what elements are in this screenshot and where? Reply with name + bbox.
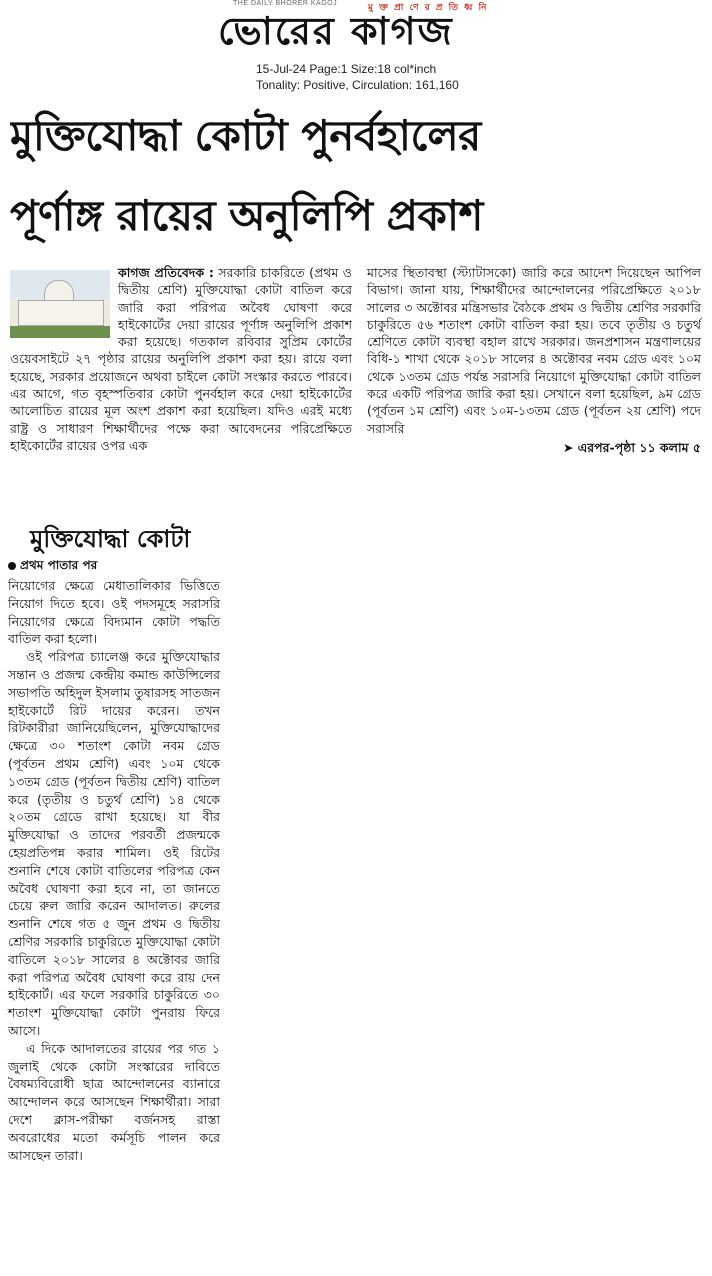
masthead: [0, 0, 712, 104]
supreme-court-photo: [10, 270, 110, 338]
lawn-image: [10, 326, 110, 338]
newspaper-logo: ভোরের কাগজ: [218, 9, 454, 53]
clipping-meta-date-size: 15-Jul-24 Page:1 Size:18 col*inch: [256, 62, 437, 76]
court-dome-image: [44, 280, 74, 302]
court-building-image: [18, 300, 104, 326]
continued-from-line: [8, 557, 97, 577]
headline-line-2: পূর্ণাঙ্গ রায়ের অনুলিপি প্রকাশ: [10, 191, 483, 240]
continuation-paragraph: ওই পরিপত্র চ্যালেঞ্জ করে মুক্তিযোদ্ধার সন্তান ও প্রজন্ম কেন্দ্রীয় কমান্ড কাউন্সিলের সভাপতি অহিদুল ইসলাম তুষারসহ সাতজন হাইকোর্টে রিট দায়ের করেন। তখন রিটকারীরা জানিয়েছিলেন, মুক্তিযোদ্ধাদের ক্ষেত্রে ৩০ শতাংশ কোটা নবম গ্রেড (পূর্বতন প্রথম শ্রেণি) এবং ১০ম থেকে ১৩তম গ্রেড (পূর্বতন দ্বিতীয় শ্রেণি) বাতিল করে (তৃতীয় ও চতুর্থ শ্রেণি) ১৪ থেকে ২০তম গ্রেডে রাখা হয়েছে। যা বীর মুক্তিযোদ্ধা ও তাদের পরবর্তী প্রজন্মকে হেয়প্রতিপন্ন করার শামিল। ওই রিটের শুনানি শেষে কোটা বাতিলের পরিপত্র কেন অবৈধ ঘোষণা করা হবে না, তা জানতে চেয়ে রুল জারি করেন আদালত। রুলের শুনানি শেষে গত ৫ জুন প্রথম ও দ্বিতীয় শ্রেণির সরকারি চাকুরিতে মুক্তিযোদ্ধা কোটা বাতিলে ২০১৮ সালের ৪ অক্টোবর জারি করা পরিপত্র অবৈধ ঘোষণা করে রায় দেন হাইকোর্ট। এর ফলে সরকারি চাকুরিতে ৩০ শতাংশ মুক্তিযোদ্ধা কোটা পুনরায় ফিরে আসে।: [8, 649, 220, 1038]
continued-from-text: প্রথম পাতার পর: [20, 558, 98, 572]
masthead-english-name: THE DAILY BHORER KAGOJ: [233, 0, 338, 7]
masthead-tagline: মু ক্ত প্রা ণে র প্র তি ধ্ব নি: [368, 3, 488, 13]
continuation-heading: মুক্তিযোদ্ধা কোটা: [30, 525, 191, 553]
article-column-2: [367, 264, 701, 456]
continuation-paragraph: এ দিকে আদালতের রায়ের পর গত ১ জুলাই থেকে কোটা সংস্কারের দাবিতে বৈষম্যবিরোধী ছাত্র আন্দোলনের ব্যানারে আন্দোলন করে আসছেন শিক্ষার্থীরা। সারা দেশে ক্লাস-পরীক্ষা বর্জনসহ রাস্তা অবরোধের মতো কর্মসূচি পালন করে আসছেন তারা।: [8, 1040, 220, 1163]
continuation-paragraph: নিয়োগের ক্ষেত্রে মেধাতালিকার ভিত্তিতে নিয়োগ দিতে হবে। ওই পদসমূহে সরাসরি নিয়োগের ক্ষেত্রে বিদ্যমান কোটা পদ্ধতি বাতিল করা হলো।: [8, 578, 220, 647]
headline-line-1: মুক্তিযোদ্ধা কোটা পুনর্বহালের: [10, 111, 481, 160]
clipping-meta-circulation: Tonality: Positive, Circulation: 161,160: [256, 78, 459, 92]
continuation-column: [8, 577, 220, 1164]
continued-on-page-link: ➤ এরপর-পৃষ্ঠা ১১ কলাম ৫: [562, 439, 701, 455]
article-text-col2: মাসের স্থিতাবস্থা (স্ট্যাটাসকো) জারি করে আদেশ দিয়েছেন আপিল বিভাগ। জানা যায়, শিক্ষার্থীদের আন্দোলনের পরিপ্রেক্ষিতে ২০১৮ সালের ৩ অক্টোবর মন্ত্রিসভার বৈঠকে প্রথম ও দ্বিতীয় শ্রেণির সরকারি চাকুরিতে ৫৬ শতাংশ কোটা বাতিল করা হয়। তবে তৃতীয় ও চতুর্থ শ্রেণিতে কোটা ব্যবস্থা বহাল রাখে সরকার। জনপ্রশাসন মন্ত্রণালয়ের বিধি-১ শাখা থেকে ২০১৮ সালের ৪ অক্টোবর নবম গ্রেড এবং ১০ম থেকে ১৩তম গ্রেড পর্যন্ত সরাসরি নিয়োগে মুক্তিযোদ্ধা কোটা বাতিল করে একটি পরিপত্র জারি করা হয়। সেখানে বলা হয়েছিল, ৯ম গ্রেড (পূর্বতন ১ম শ্রেণি) এবং ১০ম-১৩তম গ্রেড (পূর্বতন ২য় শ্রেণি) পদে সরাসরি: [367, 265, 701, 436]
bullet-icon: [8, 562, 16, 570]
article-text-col1: সরকারি চাকরিতে (প্রথম ও দ্বিতীয় শ্রেণি) মুক্তিযোদ্ধা কোটা বাতিল করে জারি করা পরিপত্র অবৈধ ঘোষণা করে হাইকোর্টের দেয়া রায়ের পূর্ণাঙ্গ অনুলিপি প্রকাশ করা হয়েছে। গতকাল রবিবার সুপ্রিম কোর্টের ওয়েবসাইটে ২৭ পৃষ্ঠার রায়ের অনুলিপি প্রকাশ করা হয়। রায়ে বলা হয়েছে, সরকার প্রয়োজনে অথবা চাইলে কোটা সংস্কার করতে পারবে। এর আগে, গত বৃহস্পতিবার কোটা পুনর্বহাল করে দেয়া হাইকোর্টের আলোচিত রায়ের মূল অংশ প্রকাশ করা হয়েছিল। যদিও এরই মধ্যে রাষ্ট্র ও সাধারণ শিক্ষার্থীদের পক্ষে করা আবেদনের পরিপ্রেক্ষিতে হাইকোর্টের রায়ের ওপর এক: [10, 265, 352, 453]
article-column-1: [10, 264, 352, 454]
byline: কাগজ প্রতিবেদক :: [118, 265, 214, 280]
